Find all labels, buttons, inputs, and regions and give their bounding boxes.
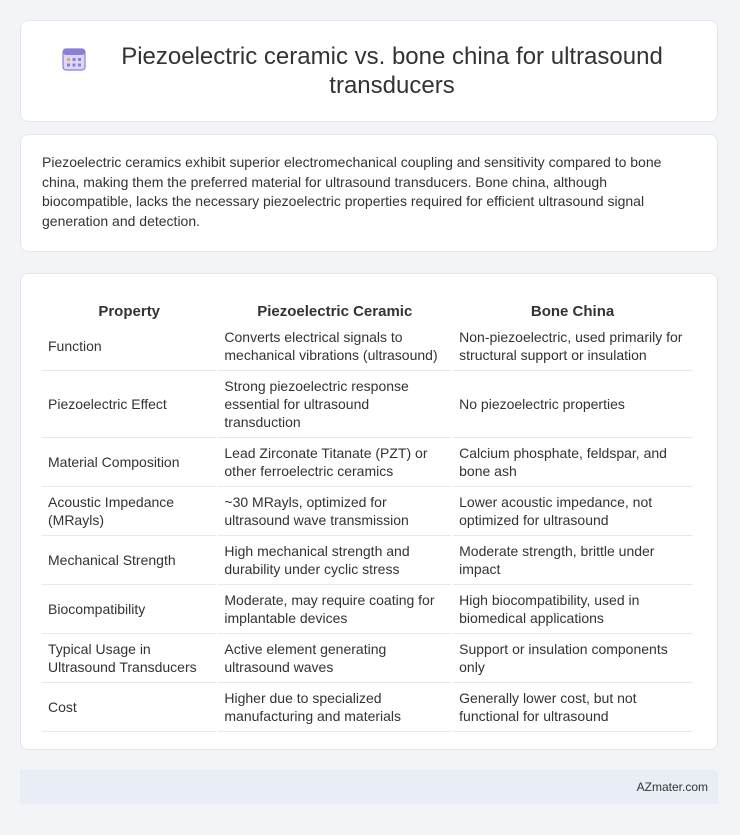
header-property: Property bbox=[98, 303, 161, 320]
comparison-table bbox=[40, 294, 694, 732]
table-header-row bbox=[42, 294, 692, 322]
table-row bbox=[42, 683, 692, 732]
ceramic-cell: Converts electrical signals to mechanical vibrations (ultrasound) bbox=[218, 322, 451, 371]
ceramic-cell: Active element generating ultrasound waves bbox=[218, 634, 451, 683]
ceramic-cell: ~30 MRayls, optimized for ultrasound wave transmission bbox=[218, 487, 451, 536]
property-cell: Material Composition bbox=[42, 438, 216, 487]
comparison-card bbox=[20, 273, 718, 750]
table-row bbox=[42, 371, 692, 438]
table-row bbox=[42, 634, 692, 683]
footer-bar bbox=[20, 770, 718, 804]
footer-brand[interactable]: AZmater.com bbox=[636, 780, 708, 794]
title-wrap bbox=[21, 42, 717, 100]
bone-china-cell: High biocompatibility, used in biomedical applications bbox=[453, 585, 692, 634]
ceramic-cell: Strong piezoelectric response essential for ultrasound transduction bbox=[218, 371, 451, 438]
intro-paragraph: Piezoelectric ceramics exhibit superior electromechanical coupling and sensitivity compared to bone china, making them the preferred material for ultrasound transducers. Bone china, although biocompatible, lacks the necessary piezoelectric properties required for efficient ultrasound signal generation and detection. bbox=[42, 154, 662, 229]
intro-card bbox=[20, 134, 718, 252]
property-cell: Function bbox=[42, 322, 216, 371]
calendar-grid-icon bbox=[61, 46, 87, 72]
title-card bbox=[20, 20, 718, 122]
table-row bbox=[42, 438, 692, 487]
bone-china-cell: Moderate strength, brittle under impact bbox=[453, 536, 692, 585]
bone-china-cell: Calcium phosphate, feldspar, and bone ash bbox=[453, 438, 692, 487]
property-cell: Acoustic Impedance (MRayls) bbox=[42, 487, 216, 536]
bone-china-cell: Non-piezoelectric, used primarily for structural support or insulation bbox=[453, 322, 692, 371]
table-row bbox=[42, 322, 692, 371]
bone-china-cell: Lower acoustic impedance, not optimized for ultrasound bbox=[453, 487, 692, 536]
property-cell: Biocompatibility bbox=[42, 585, 216, 634]
ceramic-cell: Lead Zirconate Titanate (PZT) or other ferroelectric ceramics bbox=[218, 438, 451, 487]
property-cell: Mechanical Strength bbox=[42, 536, 216, 585]
property-cell: Typical Usage in Ultrasound Transducers bbox=[42, 634, 216, 683]
header-piezoelectric-ceramic: Piezoelectric Ceramic bbox=[257, 303, 413, 320]
table-row bbox=[42, 487, 692, 536]
property-cell: Piezoelectric Effect bbox=[42, 371, 216, 438]
bone-china-cell: Support or insulation components only bbox=[453, 634, 692, 683]
table-row bbox=[42, 536, 692, 585]
bone-china-cell: No piezoelectric properties bbox=[453, 371, 692, 438]
page-title: Piezoelectric ceramic vs. bone china for ultrasound transducers bbox=[121, 43, 663, 99]
header-bone-china: Bone China bbox=[530, 303, 615, 320]
bone-china-cell: Generally lower cost, but not functional for ultrasound bbox=[453, 683, 692, 732]
ceramic-cell: Higher due to specialized manufacturing and materials bbox=[218, 683, 451, 732]
ceramic-cell: High mechanical strength and durability under cyclic stress bbox=[218, 536, 451, 585]
property-cell: Cost bbox=[42, 683, 216, 732]
ceramic-cell: Moderate, may require coating for implantable devices bbox=[218, 585, 451, 634]
table-row bbox=[42, 585, 692, 634]
